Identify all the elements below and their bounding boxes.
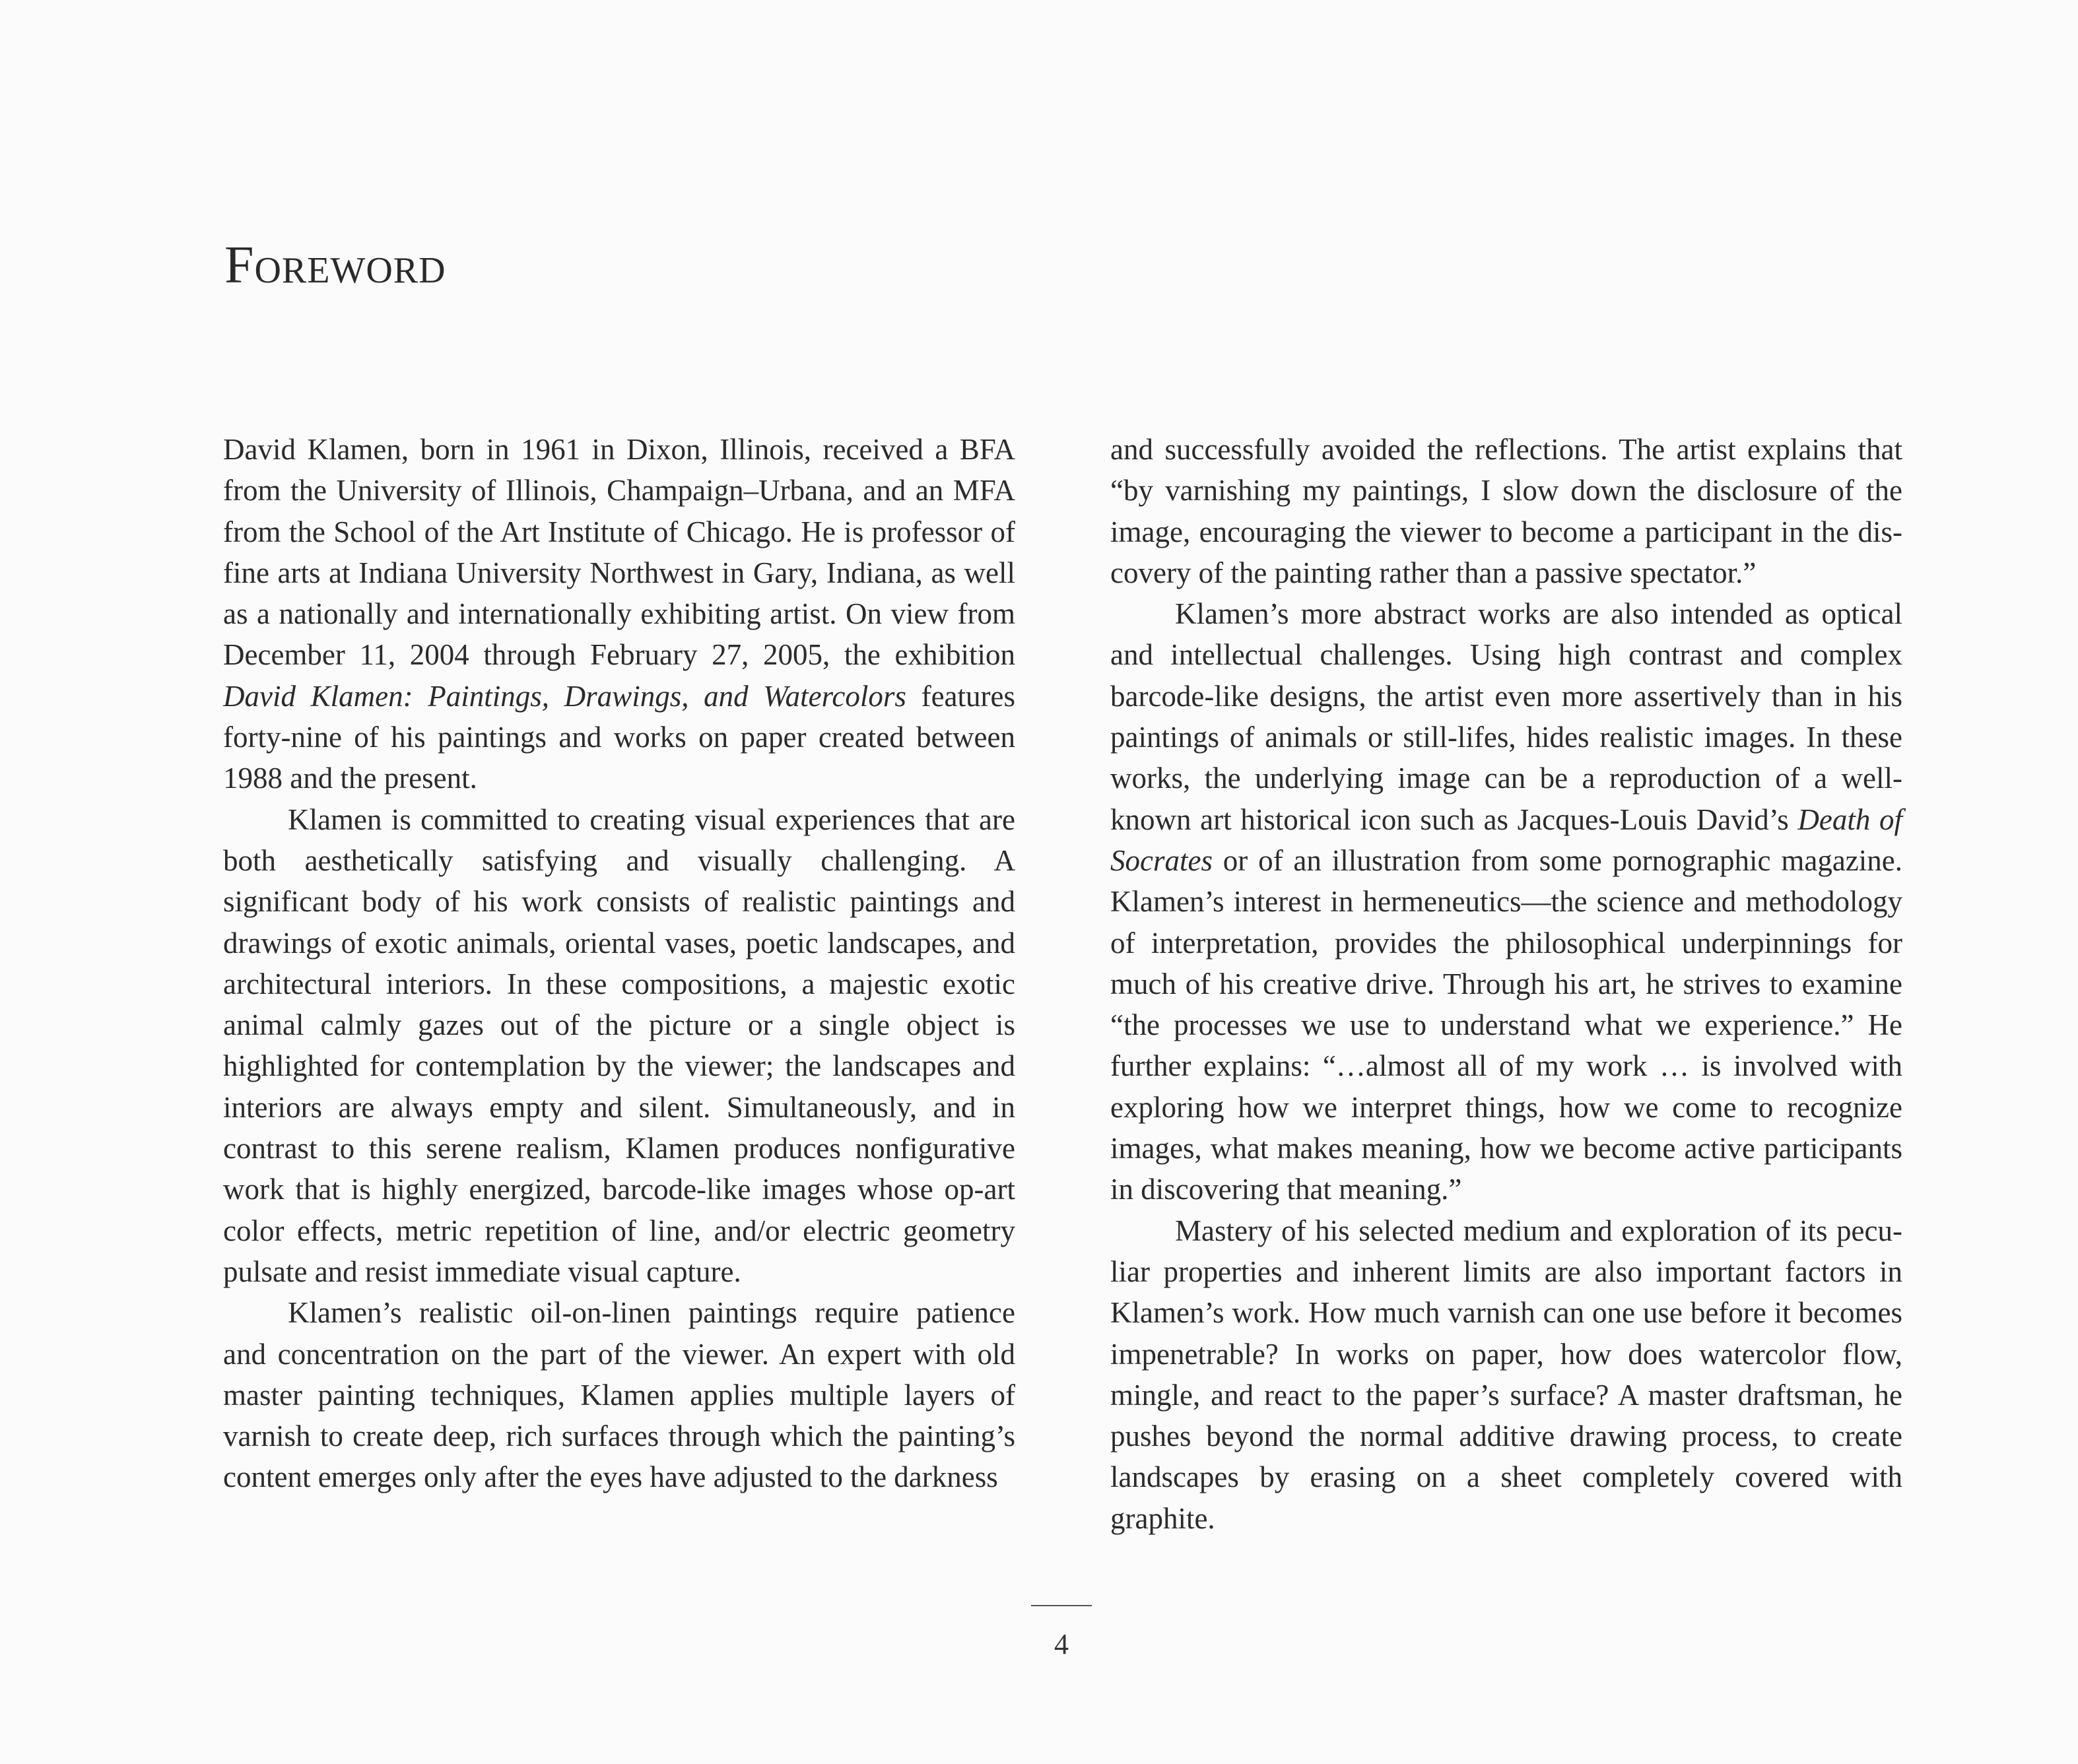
exhibition-title: David Klamen: Paintings, Drawings, and Watercolors [223,679,906,713]
paragraph: Klamen’s realistic oil-on-linen paintings require patience and concentration on the part of the viewer. An expert with old master painting techniques, Klamen applies multiple layers of varnish to create deep, rich surfaces through which the painting’s content emerges only after the eyes have adjusted to the darkness [223,1296,1015,1494]
paragraph-text: David Klamen, born in 1961 in Dixon, Illinois, received a BFA from the University of Illinois, Champaign–Urbana, and an MFA from the School of the Art Institute of Chicago. He is professor of fine arts at Indiana University Northwest in Gary, Indiana, as well as a nationally and internationally exhibiting artist. On view from December 11, 2004 through February 27, 2005, the exhibition [223,433,1015,672]
paragraph: Klamen is committed to creating visual experiences that are both aesthetically satisfying and visually challenging. A significant body of his work consists of realistic paintings and drawings of exotic animals, oriental vases, poetic landscapes, and architectural interiors. In these compositions, a majestic exotic animal calmly gazes out of the picture or a single object is highlighted for contemplation by the viewer; the landscapes and interiors are always empty and silent. Simultaneously, and in contrast to this serene realism, Klamen produces nonfigurative work that is highly energized, barcode-like images whose op-art color effects, metric repetition of line, and/or electric geometry pulsate and resist immediate visual capture. [223,802,1015,1288]
page-number: 4 [1054,1628,1069,1660]
paragraph-text: features forty-nine of his paintings and works on paper created between 1988 and the present. [223,679,1015,795]
page-title: Foreword [224,236,446,294]
paragraph-text: or of an illustration from some pornographic magazine. Klamen’s interest in hermeneutics—the science and methodology of interpretation, provides the philosophical underpinnings for much of his creative drive. Through his art, he strives to examine “the processes we use to understand what we experience.” He further explains: “…almost all of my work … is involved with exploring how we interpret things, how we come to recognize images, what makes meaning, how we become active participants in discovering that meaning.” [1110,843,1902,1206]
left-column [223,429,1015,1498]
paragraph: Mastery of his selected medium and exploration of its peculiar properties and inherent limits are also important factors in Klamen’s work. How much varnish can one use before it becomes impenetrable? In works on paper, how does watercolor flow, mingle, and react to the paper’s surface? A master draftsman, he pushes beyond the normal additive drawing process, to create landscapes by erasing on a sheet completely covered with graphite. [1110,1214,1902,1535]
right-column [1110,429,1902,1539]
paragraph [1110,593,1902,1210]
paragraph: and successfully avoided the reflections. The artist explains that “by varnishing my paintings, I slow down the disclosure of the image, encouraging the viewer to become a participant in the discovery of the painting rather than a passive spectator.” [1110,433,1902,589]
paragraph [223,429,1015,799]
artwork-title: Death of Socrates [1110,802,1902,877]
paragraph-text: Klamen’s more abstract works are also intended as optical and intellectual challenges. Using high contrast and complex barcode-like designs, the artist even more assertively than in his paintings of animals or still-lifes, hides realistic images. In these works, the underlying image can be a reproduction of a well-known art historical icon such as Jacques-Louis David’s [1110,597,1902,836]
footer-rule [1031,1605,1092,1606]
